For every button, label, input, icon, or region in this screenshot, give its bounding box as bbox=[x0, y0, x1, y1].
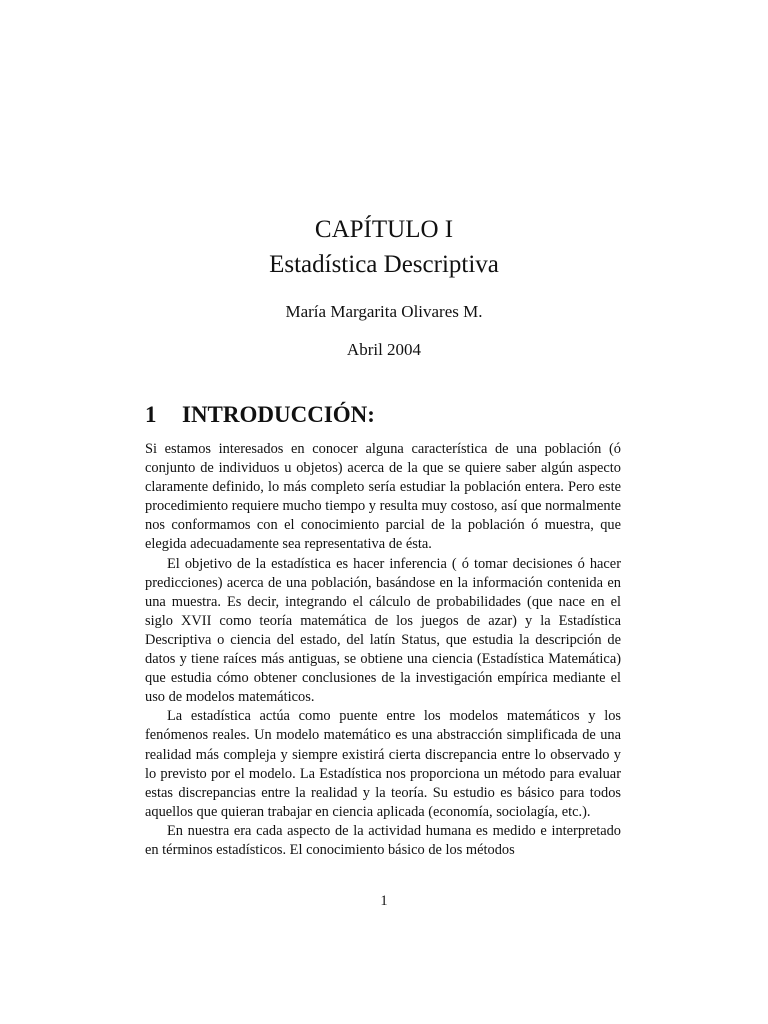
page-number: 1 bbox=[380, 893, 388, 909]
section-number: 1 bbox=[145, 402, 157, 427]
paragraph: El objetivo de la estadística es hacer inferencia ( ó tomar decisiones ó hacer predicciones) acerca de una población, basándose en la información contenida en una muestra. Es decir, integrando el cálculo de probabilidades (que nace en el siglo XVII como teoría matemática de los juegos de azar) y la Estadística Descriptiva o ciencia del estado, del latín Status, que estudia la descripción de datos y tiene raíces más antiguas, se obtiene una ciencia (Estadística Matemática) que estudia cómo obtener conclusiones de la investigación empírica mediante el uso de modelos matemáticos. bbox=[145, 555, 621, 706]
chapter-label: CAPÍTULO I bbox=[314, 216, 454, 243]
paragraph: La estadística actúa como puente entre los modelos matemáticos y los fenómenos reales. Un modelo matemático es una abstracción simplificada de una realidad más compleja y siempre existirá cierta discrepancia entre lo observado y lo previsto por el modelo. La Estadística nos proporciona un método para evaluar estas discrepancias entre la realidad y la teoría. Su estudio es básico para todos aquellos que quieran trabajar en ciencia aplicada (economía, sociolagía, etc.). bbox=[145, 708, 621, 820]
body-text bbox=[145, 440, 621, 860]
chapter-title: Estadística Descriptiva bbox=[269, 251, 499, 278]
publication-date: Abril 2004 bbox=[346, 340, 422, 359]
section-heading bbox=[145, 400, 375, 430]
section-title: INTRODUCCIÓN: bbox=[182, 402, 375, 427]
paragraph: En nuestra era cada aspecto de la actividad humana es medido e interpretado en términos estadísticos. El conocimiento básico de los métodos bbox=[145, 822, 621, 858]
paragraph: Si estamos interesados en conocer alguna característica de una población (ó conjunto de individuos u objetos) acerca de la que se quiere saber algún aspecto claramente definido, lo más completo sería estudiar la población entera. Pero este procedimiento requiere mucho tiempo y resulta muy costoso, así que normalmente nos conformamos con el conocimiento parcial de la población ó muestra, que elegida adecuadamente sea representativa de ésta. bbox=[145, 441, 621, 553]
author-name: María Margarita Olivares M. bbox=[285, 302, 483, 321]
